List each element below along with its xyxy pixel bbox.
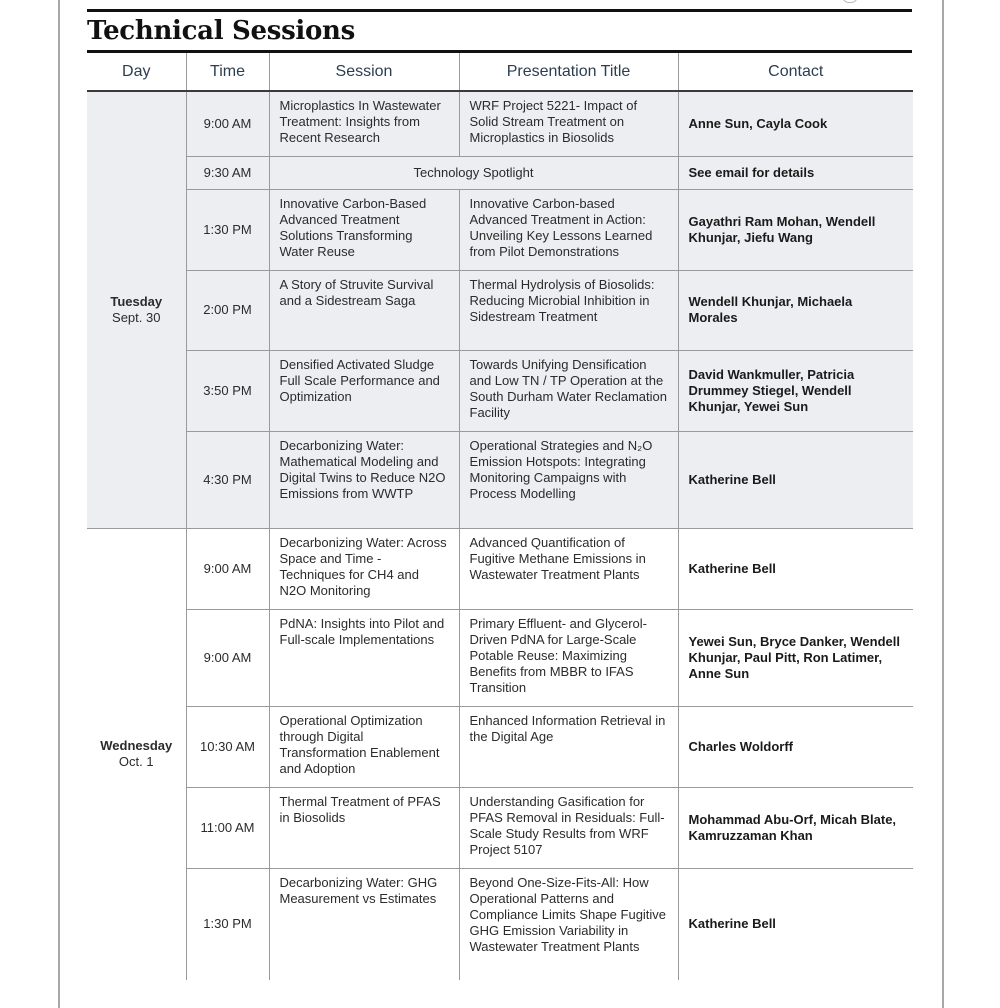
table-row	[87, 706, 913, 787]
presentation-title-cell: Operational Strategies and N₂O Emission Hotspots: Integrating Monitoring Campaigns with Process Modelling	[459, 431, 678, 528]
table-row	[87, 528, 913, 609]
clipped-previous-header	[90, 0, 910, 7]
column-header-contact: Contact	[678, 53, 913, 91]
day-cell-tuesday	[87, 91, 186, 528]
table-row	[87, 156, 913, 189]
column-header-presentation-title: Presentation Title	[459, 53, 678, 91]
contact-cell: See email for details	[678, 156, 913, 189]
presentation-title-cell: Thermal Hydrolysis of Biosolids: Reducing Microbial Inhibition in Sidestream Treatment	[459, 270, 678, 350]
document-page	[58, 0, 944, 1008]
time-cell: 9:00 AM	[186, 91, 269, 156]
session-cell: Decarbonizing Water: Across Space and Time - Techniques for CH4 and N2O Monitoring	[269, 528, 459, 609]
presentation-title-cell: Primary Effluent- and Glycerol-Driven PdNA for Large-Scale Potable Reuse: Maximizing Benefits from MBBR to IFAS Transition	[459, 609, 678, 706]
time-cell: 9:00 AM	[186, 609, 269, 706]
time-cell: 11:00 AM	[186, 787, 269, 868]
top-rule	[87, 9, 912, 12]
table-row	[87, 868, 913, 980]
contact-cell: Charles Woldorff	[678, 706, 913, 787]
day-date: Sept. 30	[112, 309, 161, 325]
presentation-title-cell: Innovative Carbon-based Advanced Treatment in Action: Unveiling Key Lessons Learned from Pilot Demonstrations	[459, 189, 678, 270]
time-cell: 9:00 AM	[186, 528, 269, 609]
day-cell-wednesday	[87, 528, 186, 980]
contact-cell: Anne Sun, Cayla Cook	[678, 91, 913, 156]
time-cell: 3:50 PM	[186, 350, 269, 431]
presentation-title-cell: Towards Unifying Densification and Low TN / TP Operation at the South Durham Water Reclamation Facility	[459, 350, 678, 431]
presentation-title-cell: Enhanced Information Retrieval in the Digital Age	[459, 706, 678, 787]
table-row	[87, 350, 913, 431]
day-name: Tuesday	[110, 293, 163, 309]
contact-cell: Gayathri Ram Mohan, Wendell Khunjar, Jiefu Wang	[678, 189, 913, 270]
table-row	[87, 189, 913, 270]
table-row	[87, 787, 913, 868]
table-row	[87, 431, 913, 528]
column-header-time: Time	[186, 53, 269, 91]
table-row	[87, 270, 913, 350]
session-cell: PdNA: Insights into Pilot and Full-scale Implementations	[269, 609, 459, 706]
time-cell: 9:30 AM	[186, 156, 269, 189]
column-header-session: Session	[269, 53, 459, 91]
clipped-logo-icon	[842, 0, 858, 3]
contact-cell: Katherine Bell	[678, 868, 913, 980]
presentation-title-cell: WRF Project 5221- Impact of Solid Stream Treatment on Microplastics in Biosolids	[459, 91, 678, 156]
session-cell: A Story of Struvite Survival and a Sidestream Saga	[269, 270, 459, 350]
session-cell: Densified Activated Sludge Full Scale Performance and Optimization	[269, 350, 459, 431]
session-cell: Decarbonizing Water: Mathematical Modeling and Digital Twins to Reduce N2O Emissions from WWTP	[269, 431, 459, 528]
sessions-table	[87, 53, 913, 980]
time-cell: 1:30 PM	[186, 189, 269, 270]
session-cell: Thermal Treatment of PFAS in Biosolids	[269, 787, 459, 868]
session-cell: Innovative Carbon-Based Advanced Treatment Solutions Transforming Water Reuse	[269, 189, 459, 270]
session-cell: Microplastics In Wastewater Treatment: Insights from Recent Research	[269, 91, 459, 156]
page-title: Technical Sessions	[87, 16, 355, 46]
column-header-day: Day	[87, 53, 186, 91]
session-cell: Operational Optimization through Digital Transformation Enablement and Adoption	[269, 706, 459, 787]
contact-cell: Katherine Bell	[678, 528, 913, 609]
time-cell: 4:30 PM	[186, 431, 269, 528]
table-row	[87, 609, 913, 706]
contact-cell: Mohammad Abu-Orf, Micah Blate, Kamruzzaman Khan	[678, 787, 913, 868]
presentation-title-cell: Advanced Quantification of Fugitive Methane Emissions in Wastewater Treatment Plants	[459, 528, 678, 609]
time-cell: 10:30 AM	[186, 706, 269, 787]
session-cell-spanning: Technology Spotlight	[269, 156, 678, 189]
session-cell: Decarbonizing Water: GHG Measurement vs Estimates	[269, 868, 459, 980]
time-cell: 2:00 PM	[186, 270, 269, 350]
table-header-row	[87, 53, 913, 91]
day-name: Wednesday	[100, 738, 173, 754]
table-row	[87, 91, 913, 156]
contact-cell: Wendell Khunjar, Michaela Morales	[678, 270, 913, 350]
contact-cell: David Wankmuller, Patricia Drummey Stiegel, Wendell Khunjar, Yewei Sun	[678, 350, 913, 431]
contact-cell: Katherine Bell	[678, 431, 913, 528]
presentation-title-cell: Beyond One-Size-Fits-All: How Operational Patterns and Compliance Limits Shape Fugitive GHG Emission Variability in Wastewater Treatment Plants	[459, 868, 678, 980]
day-date: Oct. 1	[118, 754, 154, 770]
time-cell: 1:30 PM	[186, 868, 269, 980]
presentation-title-cell: Understanding Gasification for PFAS Removal in Residuals: Full-Scale Study Results from WRF Project 5107	[459, 787, 678, 868]
contact-cell: Yewei Sun, Bryce Danker, Wendell Khunjar, Paul Pitt, Ron Latimer, Anne Sun	[678, 609, 913, 706]
